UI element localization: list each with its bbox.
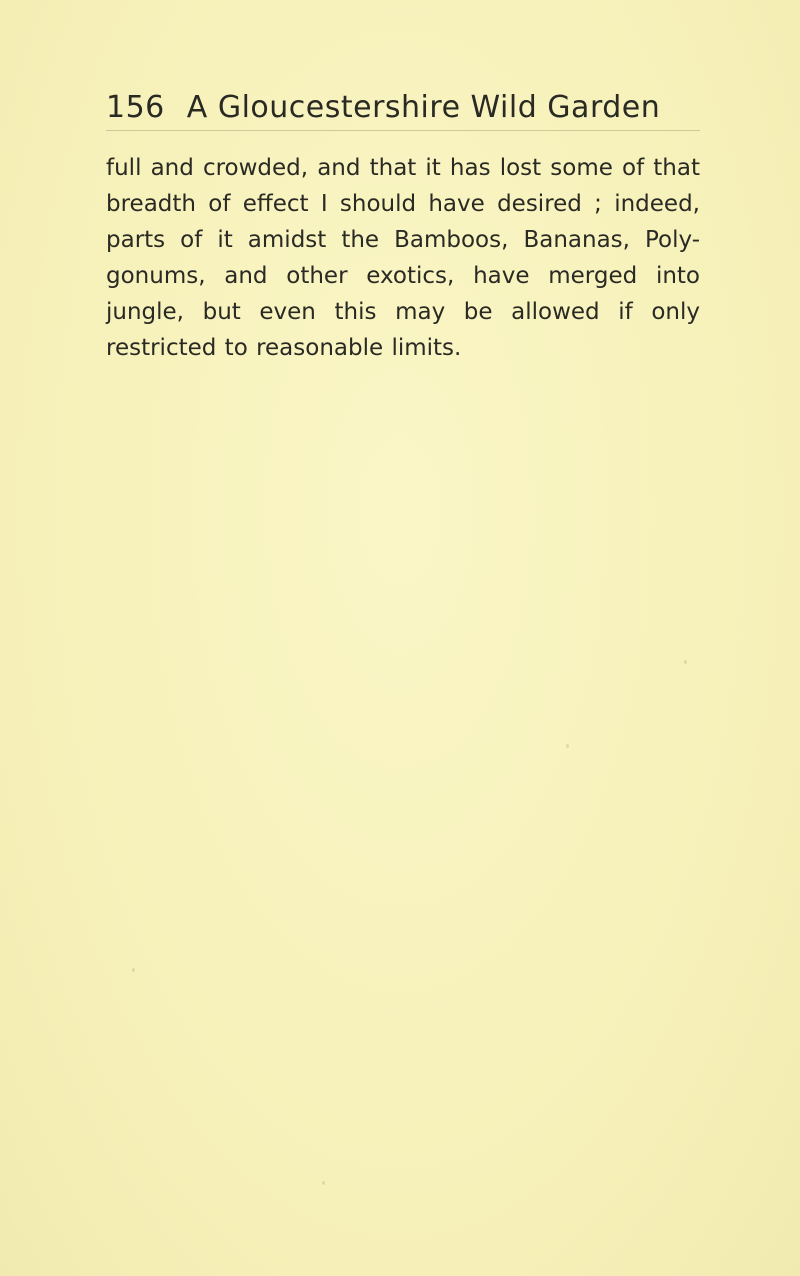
text-line: parts of it amidst the Bamboos, Bananas, Poly- bbox=[106, 227, 700, 253]
paper-speck bbox=[322, 1181, 325, 1185]
running-title: A Gloucestershire Wild Garden bbox=[186, 90, 661, 125]
page-number: 156 bbox=[106, 90, 165, 125]
paper-speck bbox=[132, 968, 135, 972]
paper-speck bbox=[684, 660, 687, 664]
body-paragraph bbox=[106, 150, 700, 366]
paper-speck bbox=[566, 744, 569, 748]
text-line: breadth of effect I should have desired ; indeed, bbox=[106, 191, 700, 217]
text-line: restricted to reasonable limits. bbox=[106, 335, 462, 361]
text-line: jungle, but even this may be allowed if only bbox=[106, 299, 700, 325]
header-rule bbox=[106, 130, 700, 131]
text-line: full and crowded, and that it has lost some of that bbox=[106, 155, 700, 181]
running-head bbox=[106, 88, 700, 132]
text-line: gonums, and other exotics, have merged into bbox=[106, 263, 700, 289]
